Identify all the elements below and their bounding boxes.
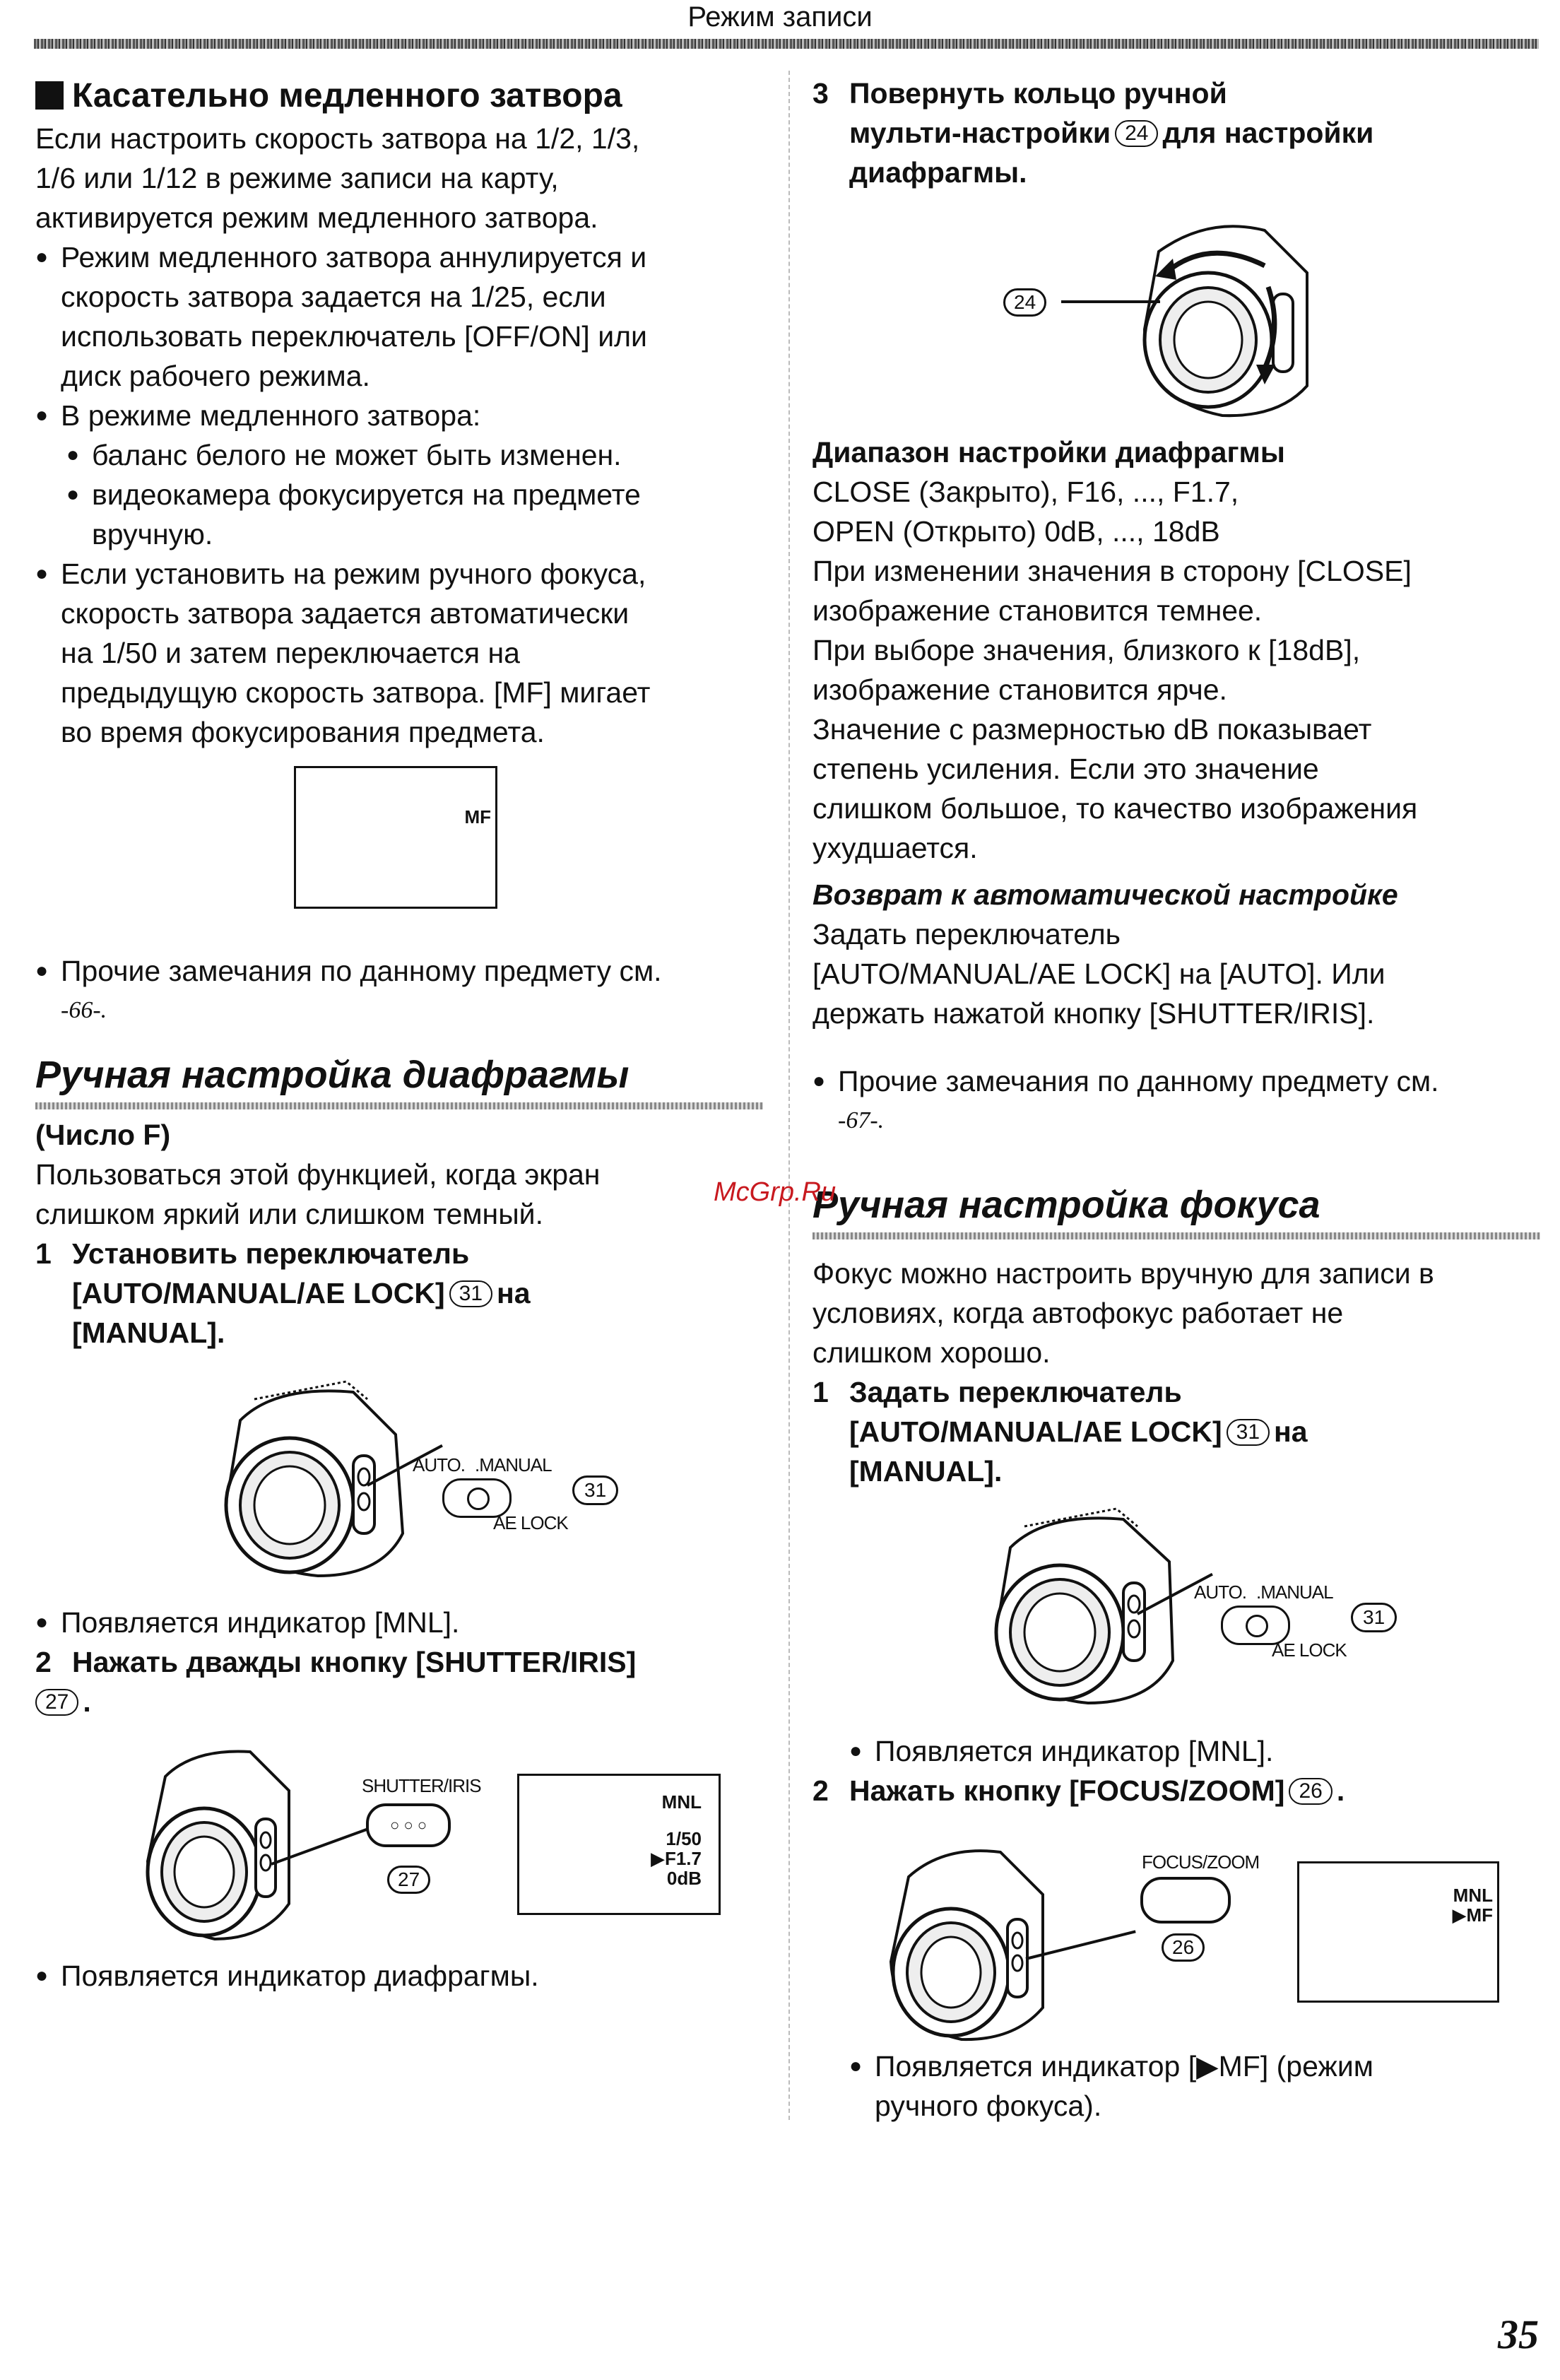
lcd-preview-iris <box>517 1774 721 1915</box>
range-heading: Диапазон настройки диафрагмы <box>812 436 1285 469</box>
bullet-item: ● В режиме медленного затвора: <box>35 396 770 435</box>
switch-knob-icon <box>467 1488 490 1510</box>
bullet-item: ● Появляется индикатор диафрагмы. <box>35 1956 763 1996</box>
paragraph-line: При изменении значения в сторону [CLOSE] <box>812 555 1412 587</box>
paragraph-line: степень усиления. Если это значение <box>812 753 1319 785</box>
iris-note <box>35 1956 763 1996</box>
bullet-item: ● Если установить на режим ручного фокуса, скорость затвора задается автоматически на 1/50 и затем переключается на предыдущую скорость затвора. [MF] мигает во время фокусирования предмета. <box>35 554 770 752</box>
column-divider <box>788 71 790 2120</box>
focus-step-2: 2 Нажать кнопку [FOCUS/ZOOM] 26 . <box>812 1774 1345 1807</box>
lcd-preview-focus <box>1297 1861 1499 2003</box>
right-step3 <box>812 73 1540 192</box>
bullet-item: ● Появляется индикатор [▶MF] (режим ручного фокуса). <box>849 2046 1540 2126</box>
focus-zoom-label: FOCUS/ZOOM <box>1142 1851 1260 1873</box>
paragraph-line: Если настроить скорость затвора на 1/2, 1/3, <box>35 122 640 155</box>
paragraph-line: слишком хорошо. <box>812 1336 1051 1369</box>
lcd-shutter-value: 1/50 <box>666 1828 702 1849</box>
sub-bullet-item: ● баланс белого не может быть изменен. <box>35 435 770 475</box>
paragraph-line: Пользоваться этой функцией, когда экран <box>35 1158 601 1191</box>
page-reference: -66-. <box>61 997 107 1023</box>
focus-heading: Ручная настройка фокуса <box>812 1184 1320 1226</box>
switch-knob-icon <box>1246 1615 1268 1637</box>
lcd-mf-indicator: ▶MF <box>1452 1904 1493 1926</box>
switch-label-aelock: AE LOCK <box>1272 1639 1347 1661</box>
camera-illustration <box>880 1834 1057 2046</box>
lcd-preview-mf <box>294 766 497 909</box>
ref-badge: 27 <box>387 1866 430 1894</box>
iris-steps-2: ● Появляется индикатор [MNL]. 2 Нажать дважды кнопку [SHUTTER/IRIS] 27 . <box>35 1603 763 1721</box>
bullet-item: ● Появляется индикатор [MNL]. <box>35 1603 763 1642</box>
iris-range <box>812 432 1540 1141</box>
lcd-mf-indicator: MF <box>464 806 491 827</box>
switch-label-manual: .MANUAL <box>475 1454 552 1475</box>
paragraph-line: 1/6 или 1/12 в режиме записи на карту, <box>35 162 559 194</box>
header-band <box>34 39 1539 49</box>
shutter-iris-label: SHUTTER/IRIS <box>362 1775 481 1796</box>
ref-badge: 31 <box>572 1475 618 1505</box>
paragraph-line: активируется режим медленного затвора. <box>35 201 598 234</box>
camera-illustration <box>212 1371 424 1583</box>
paragraph-line: изображение становится ярче. <box>812 673 1227 706</box>
camera-illustration <box>1123 209 1321 421</box>
switch-label-auto: AUTO. <box>413 1454 465 1475</box>
ref-badge: 24 <box>1115 120 1158 147</box>
lcd-mnl: MNL <box>661 1791 702 1813</box>
paragraph-line: изображение становится темнее. <box>812 594 1263 627</box>
section-rule <box>35 1102 763 1109</box>
paragraph-line: условиях, когда автофокус работает не <box>812 1297 1344 1329</box>
lcd-iris-value: ▶F1.7 <box>650 1848 702 1869</box>
ref-badge: 26 <box>1162 1933 1205 1962</box>
bullet-item: ● Прочие замечания по данному предмету см. <box>35 951 770 991</box>
paragraph-line: ухудшается. <box>812 832 978 864</box>
iris-section <box>35 1050 763 1353</box>
bullet-item: ● Прочие замечания по данному предмету см. <box>812 1061 1540 1101</box>
focus-step-1: 1 Задать переключатель [AUTO/MANUAL/AE LOCK] 31 на [MANUAL]. <box>812 1376 1308 1488</box>
focus-steps-2 <box>812 1731 1540 1810</box>
paragraph-line: CLOSE (Закрыто), F16, ..., F1.7, <box>812 476 1239 508</box>
ref-badge: 31 <box>1227 1419 1270 1446</box>
shutter-iris-button[interactable]: ○ ○ ○ <box>366 1803 451 1847</box>
header-title: Режим записи <box>687 1 873 33</box>
page-number: 35 <box>1498 2311 1539 2357</box>
return-heading: Возврат к автоматической настройке <box>812 878 1398 911</box>
square-bullet-icon <box>35 81 64 110</box>
ref-badge: 31 <box>1351 1603 1397 1632</box>
iris-step-1: 1 Установить переключатель [AUTO/MANUAL/AE LOCK] 31 на [MANUAL]. <box>35 1237 531 1349</box>
paragraph-line: OPEN (Открыто) 0dB, ..., 18dB <box>812 515 1220 548</box>
paragraph-line: [AUTO/MANUAL/AE LOCK] на [AUTO]. Или <box>812 958 1385 990</box>
paragraph-line: держать нажатой кнопку [SHUTTER/IRIS]. <box>812 997 1375 1030</box>
lcd-gain-value: 0dB <box>666 1868 702 1889</box>
iris-step-2: 2 Нажать дважды кнопку [SHUTTER/IRIS] <box>35 1646 637 1678</box>
sub-bullet-item: ● видеокамера фокусируется на предмете вручную. <box>35 475 770 554</box>
page-reference: -67-. <box>838 1107 885 1133</box>
focus-zoom-button[interactable] <box>1140 1877 1231 1924</box>
watermark: McGrp.Ru <box>714 1177 837 1207</box>
iris-heading: Ручная настройка диафрагмы <box>35 1054 630 1096</box>
focus-note <box>812 2046 1540 2126</box>
page-header <box>0 0 1560 57</box>
paragraph-line: Значение с размерностью dB показывает <box>812 713 1372 746</box>
iris-step-3: 3 Повернуть кольцо ручной мульти-настройки 24 для настройки диафрагмы. <box>812 77 1374 189</box>
ref-badge: 24 <box>1003 288 1046 317</box>
ref-badge: 27 <box>35 1689 78 1716</box>
left-notes <box>35 951 770 1030</box>
switch-label-manual: .MANUAL <box>1256 1581 1333 1603</box>
focus-section <box>812 1180 1540 1491</box>
switch-label-aelock: AE LOCK <box>493 1512 568 1533</box>
bullet-item: ● Режим медленного затвора аннулируется и скорость затвора задается на 1/25, если использовать переключатель [OFF/ON] или диск рабочего режима. <box>35 237 770 396</box>
pointer-line <box>1061 300 1160 303</box>
paragraph-line: Фокус можно настроить вручную для записи в <box>812 1257 1434 1290</box>
bullet-item: ● Появляется индикатор [MNL]. <box>849 1731 1540 1771</box>
section-rule <box>812 1232 1540 1239</box>
left-column <box>35 73 770 752</box>
switch-label-auto: AUTO. <box>1194 1581 1246 1603</box>
iris-subheading: (Число F) <box>35 1119 171 1151</box>
paragraph-line: слишком яркий или слишком темный. <box>35 1198 543 1230</box>
ref-badge: 31 <box>449 1280 492 1307</box>
ref-badge: 26 <box>1289 1778 1332 1805</box>
paragraph-line: При выборе значения, близкого к [18dB], <box>812 634 1361 666</box>
slow-shutter-heading: Касательно медленного затвора <box>35 73 770 119</box>
paragraph-line: Задать переключатель <box>812 918 1121 950</box>
paragraph-line: слишком большое, то качество изображения <box>812 792 1418 825</box>
camera-illustration <box>137 1734 300 1946</box>
lcd-mnl: MNL <box>1453 1885 1493 1906</box>
